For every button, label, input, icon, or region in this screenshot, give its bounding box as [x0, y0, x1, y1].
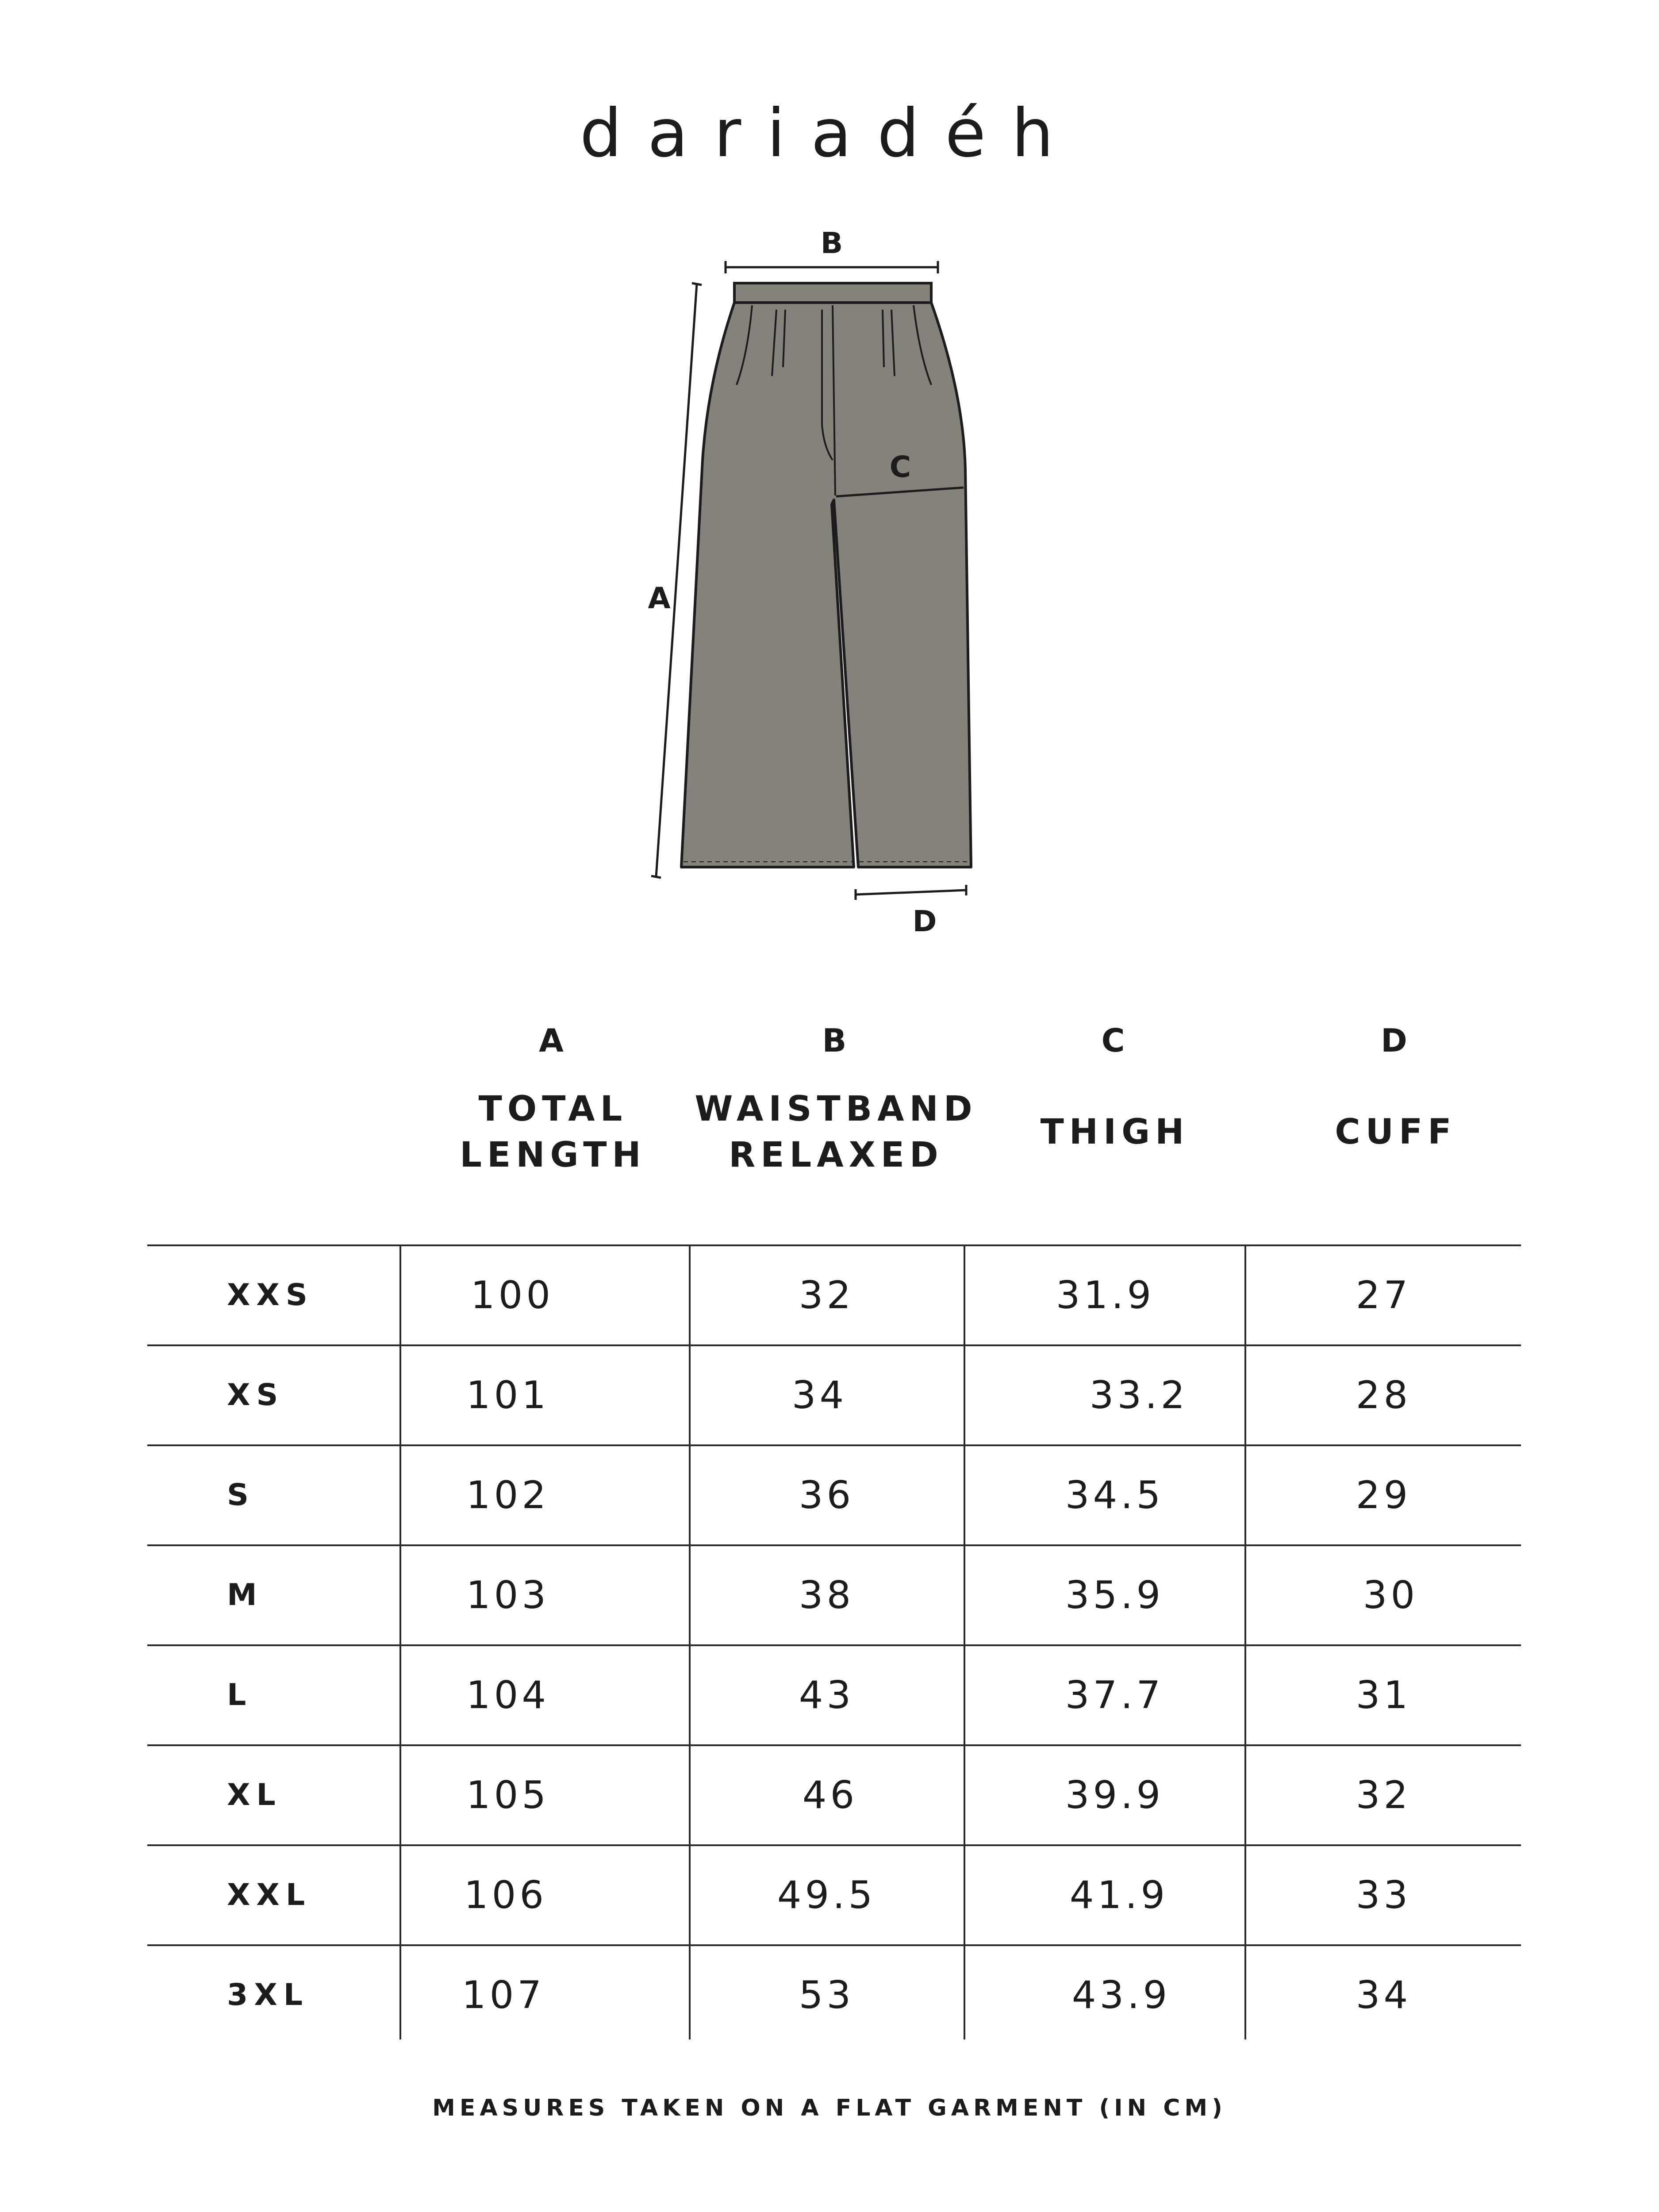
column-title: TOTAL LENGTH [460, 1089, 646, 1175]
value-thigh: 43.9 [1071, 1973, 1171, 2017]
value-waistband: 53 [799, 1973, 855, 2017]
value-waistband: 38 [799, 1573, 855, 1617]
value-cuff: 29 [1356, 1473, 1412, 1517]
value-total-length: 101 [466, 1373, 550, 1417]
size-label: S [227, 1478, 255, 1513]
table-row [147, 1445, 1521, 1545]
size-label: L [227, 1678, 253, 1713]
dimension-label-b: B [820, 226, 843, 260]
column-title: WAISTBAND RELAXED [695, 1089, 978, 1175]
value-cuff: 30 [1363, 1573, 1419, 1617]
table-row [147, 1245, 1521, 1345]
value-thigh: 35.9 [1065, 1573, 1164, 1617]
trouser-diagram [0, 0, 1659, 973]
column-letter: D [1381, 1022, 1411, 1059]
value-cuff: 31 [1356, 1673, 1412, 1717]
size-label: M [227, 1578, 263, 1613]
value-total-length: 107 [461, 1973, 545, 2017]
dimension-label-c: C [889, 450, 911, 484]
value-cuff: 32 [1356, 1773, 1412, 1817]
value-waistband: 49.5 [777, 1873, 876, 1917]
table-row [147, 1845, 1521, 1945]
value-thigh: 31.9 [1056, 1273, 1155, 1317]
table-row [147, 1945, 1521, 2045]
brand-logo: dariadéh [580, 95, 1079, 172]
value-waistband: 32 [799, 1273, 855, 1317]
value-cuff: 34 [1356, 1973, 1412, 2017]
trouser-outline [681, 283, 971, 867]
value-thigh: 33.2 [1089, 1373, 1189, 1417]
dimension-label-a: A [648, 581, 671, 615]
value-total-length: 105 [466, 1773, 550, 1817]
value-cuff: 27 [1356, 1273, 1412, 1317]
column-letter: A [539, 1022, 567, 1059]
size-label: XL [227, 1778, 282, 1813]
value-cuff: 33 [1356, 1873, 1412, 1917]
value-total-length: 103 [466, 1573, 550, 1617]
value-cuff: 28 [1356, 1373, 1412, 1417]
value-waistband: 43 [799, 1673, 855, 1717]
column-title: THIGH [1040, 1112, 1190, 1152]
table-row [147, 1745, 1521, 1845]
column-title: CUFF [1335, 1112, 1457, 1152]
size-label: XS [227, 1378, 284, 1413]
value-thigh: 41.9 [1069, 1873, 1169, 1917]
value-total-length: 104 [466, 1673, 550, 1717]
value-total-length: 106 [464, 1873, 548, 1917]
size-label: XXS [227, 1278, 314, 1313]
value-waistband: 46 [802, 1773, 858, 1817]
size-label: 3XL [227, 1978, 309, 2012]
table-row [147, 1545, 1521, 1645]
column-letter: B [822, 1022, 850, 1059]
column-letter: C [1101, 1022, 1129, 1059]
value-thigh: 34.5 [1065, 1473, 1164, 1517]
dimension-label-d: D [912, 904, 937, 938]
table-row [147, 1645, 1521, 1745]
value-total-length: 100 [470, 1273, 554, 1317]
measurement-footnote: MEASURES TAKEN ON A FLAT GARMENT (IN CM) [432, 2095, 1227, 2121]
table-row [147, 1345, 1521, 1445]
value-total-length: 102 [466, 1473, 550, 1517]
value-thigh: 37.7 [1065, 1673, 1164, 1717]
value-waistband: 34 [791, 1373, 848, 1417]
value-thigh: 39.9 [1065, 1773, 1164, 1817]
value-waistband: 36 [799, 1473, 855, 1517]
size-label: XXL [227, 1878, 311, 1912]
